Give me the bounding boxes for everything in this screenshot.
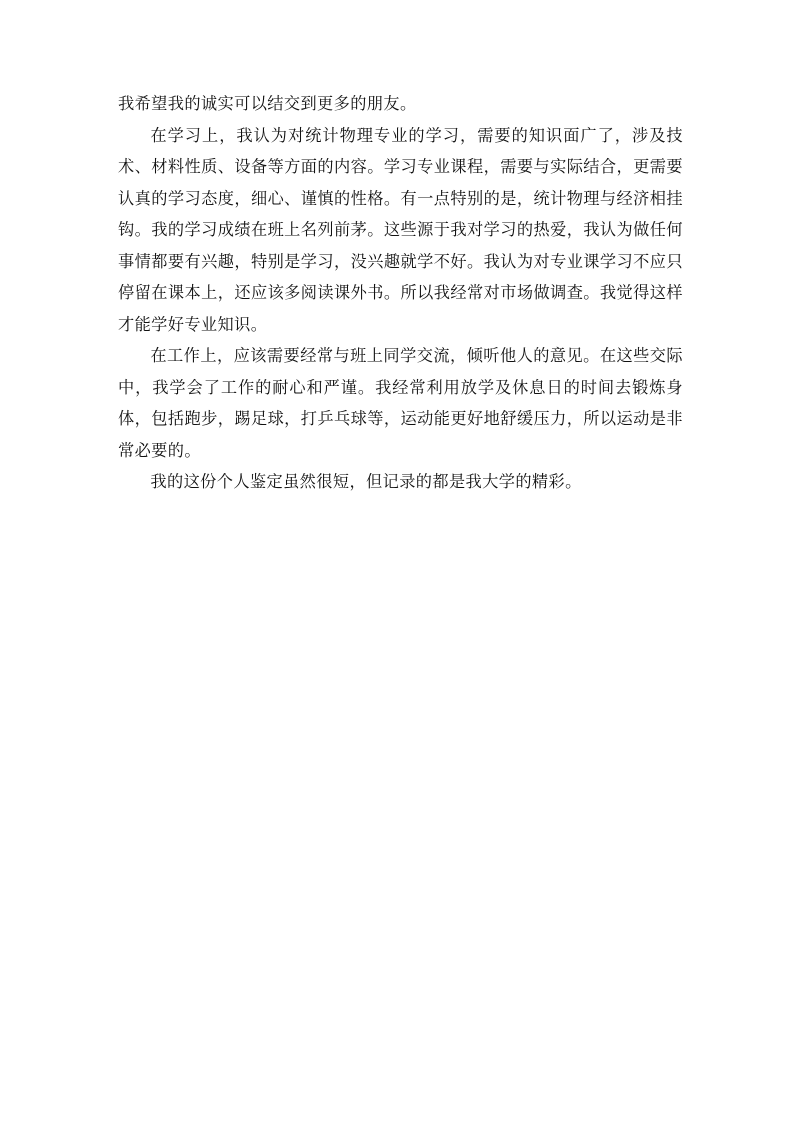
paragraph-work: 在工作上，应该需要经常与班上同学交流，倾听他人的意见。在这些交际中，我学会了工作的耐心和严谨。我经常利用放学及休息日的时间去锻炼身体，包括跑步，踢足球，打乒乓球等，运动能更好地舒缓压力，所以运动是非常必要的。: [118, 346, 683, 460]
paragraph-summary: 我的这份个人鉴定虽然很短，但记录的都是我大学的精彩。: [150, 472, 582, 491]
document-body: [118, 88, 683, 498]
paragraph-closing-sentence: 我希望我的诚实可以结交到更多的朋友。: [118, 94, 417, 113]
paragraph-study: 在学习上，我认为对统计物理专业的学习，需要的知识面广了，涉及技术、材料性质、设备等方面的内容。学习专业课程，需要与实际结合，更需要认真的学习态度，细心、谨慎的性格。有一点特别的是，统计物理与经济相挂钩。我的学习成绩在班上名列前茅。这些源于我对学习的热爱，我认为做任何事情都要有兴趣，特别是学习，没兴趣就学不好。我认为对专业课学习不应只停留在课本上，还应该多阅读课外书。所以我经常对市场做调查。我觉得这样才能学好专业知识。: [118, 125, 683, 334]
